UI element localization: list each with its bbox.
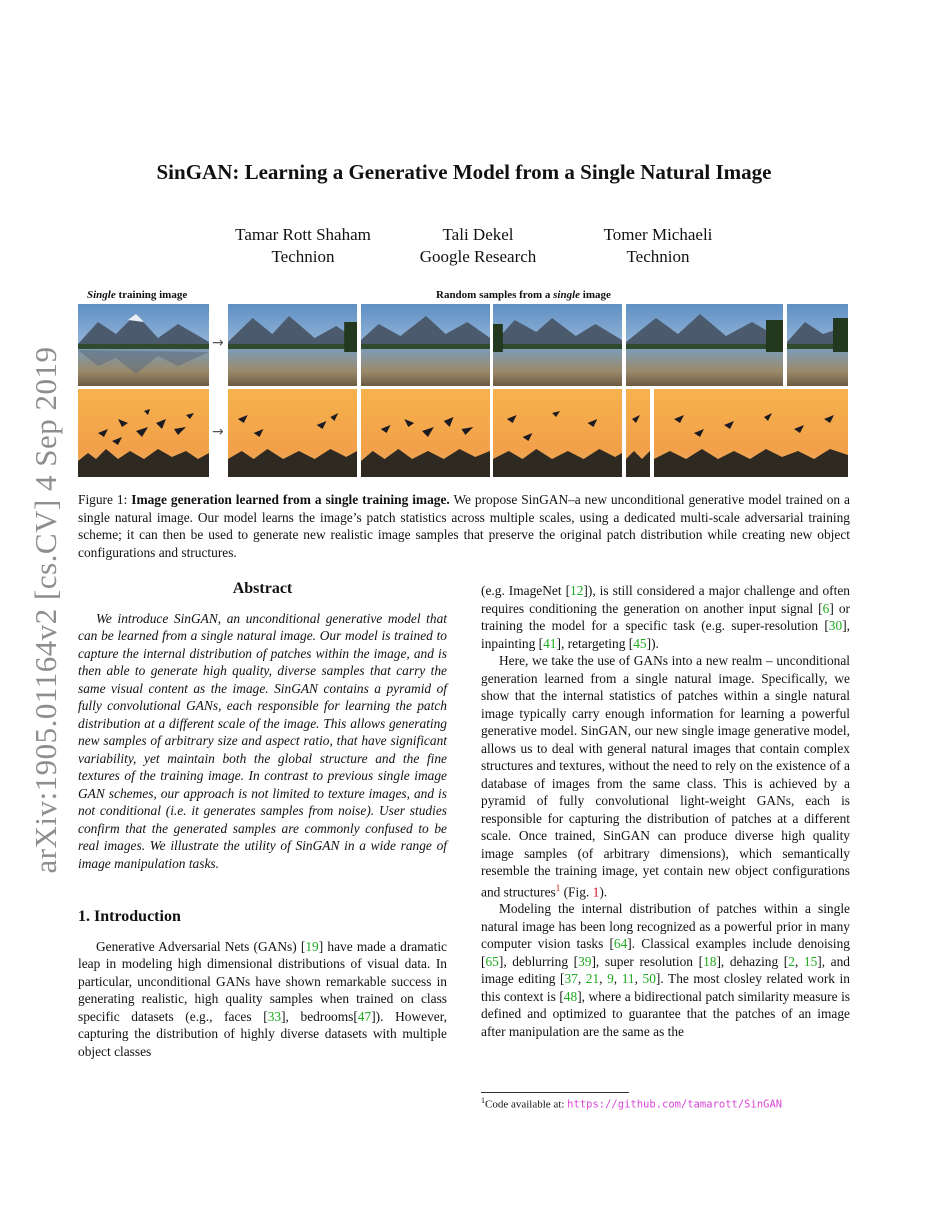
intro-paragraph: Generative Adversarial Nets (GANs) [19] have made a dramatic leap in modeling high dimensional distributions of visual data. In particular, unconditional GANs have shown remarkable success in generating realistic, high quality samples when trained on class specific datasets (e.g., faces [33], bedrooms[47]). However, capturing the distribution of highly diverse datasets with multiple object classes bbox=[78, 938, 447, 1059]
code-url-link[interactable]: https://github.com/tamarott/SinGAN bbox=[567, 1098, 783, 1111]
citation-link[interactable]: 6 bbox=[822, 600, 830, 616]
sample-mountain-1 bbox=[228, 304, 357, 386]
sample-mountain-5-narrow bbox=[787, 304, 848, 386]
author-name: Tamar Rott Shaham bbox=[235, 225, 371, 244]
figure-label-training: Single training image bbox=[87, 289, 188, 301]
citation-link[interactable]: 39 bbox=[578, 953, 592, 969]
citation-link[interactable]: 47 bbox=[357, 1008, 372, 1024]
intro-heading: 1. Introduction bbox=[78, 908, 181, 925]
sample-birds-4-narrow bbox=[626, 389, 650, 477]
citation-link[interactable]: 30 bbox=[828, 618, 843, 633]
citation-link[interactable]: 18 bbox=[703, 953, 717, 969]
arrow-icon: → bbox=[212, 335, 224, 351]
paper-title: SinGAN: Learning a Generative Model from a Single Natural Image bbox=[156, 160, 772, 184]
author-affiliation: Google Research bbox=[419, 247, 537, 266]
right-column bbox=[481, 582, 850, 1040]
arxiv-id-text: arXiv:1905.01164v2 [cs.CV] 4 Sep 2019 bbox=[28, 346, 63, 874]
author-name: Tomer Michaeli bbox=[603, 225, 713, 244]
citation-link[interactable]: 50 bbox=[642, 971, 656, 987]
author-affiliation: Technion bbox=[626, 247, 690, 266]
citation-link[interactable]: 33 bbox=[267, 1008, 282, 1024]
citation-link[interactable]: 21 bbox=[585, 971, 600, 987]
intro-paragraph-continued: (e.g. ImageNet [12]), is still considered a major challenge and often requires conditioning the generation on another input signal [6] or training the model for a specific task (e.g. super-resolution [30], inpainting [41], retargeting [45]). bbox=[481, 583, 850, 651]
figure-caption: Figure 1: Image generation learned from a single training image. We propose SinGAN–a new unconditional generative model trained on a single natural image. Our model learns the image’s patch statistics across multiple scales, using a dedicated multi-scale adversarial training scheme; it can then be used to generate new realistic image samples that preserve the original patch distribution while creating new object configurations and structures. bbox=[78, 492, 850, 560]
citation-link[interactable]: 15 bbox=[803, 953, 818, 969]
citation-link[interactable]: 37 bbox=[564, 971, 578, 987]
citation-link[interactable]: 19 bbox=[305, 938, 319, 954]
training-image-birds-sunset bbox=[78, 389, 209, 477]
sample-birds-5-wide bbox=[654, 389, 848, 477]
sample-birds-1 bbox=[228, 389, 357, 477]
arxiv-sidebar-stamp bbox=[22, 340, 70, 880]
figure-link[interactable]: 1 bbox=[592, 883, 600, 899]
intro-paragraph-3: Modeling the internal distribution of patches within a single natural image has been long recognized as a powerful prior in many computer vision tasks [64]. Classical examples include denoising [65], deblurring [39], super resolution [18], dehazing [2, 15], and image editing [37, 21, 9, 11, 50]. The most closley related work in this context is [48], where a bidirectional patch similarity measure is defined and optimized to guarantee that the patches of an image after manipulation are the same as the bbox=[481, 901, 851, 1039]
figure-label-samples: Random samples from a single image bbox=[436, 289, 611, 301]
footnote: $^1$Code available at: https://github.com/tamarott/SinGAN bbox=[481, 1096, 783, 1111]
intro-paragraph-2: Here, we take the use of GANs into a new realm – unconditional generation learned from a single natural image. Specifically, we show that the internal statistics of patches within a single natural image typically carry enough information for learning a powerful generative model. SinGAN, our new single image generative model, allows us to deal with general natural images that contain complex structures and textures, without the need to rely on the existence of a database of images from the same class. This is achieved by a pyramid of fully convolutional light-weight GANs, each is responsible for capturing the distribution of patches at a different scale. Once trained, SinGAN can produce diverse high quality image samples (of arbitrary dimensions), which semantically resemble the training image, yet contain new object configurations and structures$^1$ (Fig. 1). bbox=[481, 653, 850, 899]
abstract-heading: Abstract bbox=[232, 580, 293, 597]
citation-link[interactable]: 12 bbox=[570, 583, 584, 598]
footnote-marker[interactable]: 1 bbox=[555, 882, 561, 893]
sample-birds-2 bbox=[361, 389, 490, 477]
sample-birds-3 bbox=[493, 389, 622, 477]
citation-link[interactable]: 41 bbox=[543, 635, 557, 651]
citation-link[interactable]: 2 bbox=[788, 953, 795, 969]
citation-link[interactable]: 64 bbox=[613, 936, 628, 952]
training-image-mountain-lake bbox=[78, 304, 209, 386]
citation-link[interactable]: 48 bbox=[563, 988, 578, 1004]
arrow-icon: → bbox=[212, 424, 224, 440]
citation-link[interactable]: 65 bbox=[485, 953, 499, 969]
author-3 bbox=[548, 224, 768, 268]
author-affiliation: Technion bbox=[271, 247, 335, 266]
citation-link[interactable]: 9 bbox=[607, 971, 614, 987]
citation-link[interactable]: 11 bbox=[621, 971, 635, 987]
sample-mountain-2 bbox=[361, 304, 490, 386]
footnote-divider bbox=[481, 1092, 629, 1093]
author-name: Tali Dekel bbox=[442, 225, 514, 244]
citation-link[interactable]: 45 bbox=[633, 635, 647, 651]
abstract-text: We introduce SinGAN, an unconditional generative model that can be learned from a single natural image. Our model is trained to capture the internal distribution of patches within the image, and is then able to generate high quality, diverse samples that carry the same visual content as the image. SinGAN contains a pyramid of fully convolutional GANs, each responsible for learning the patch distribution at a different scale of the image. This allows generating new samples of arbitrary size and aspect ratio, that have significant variability, yet maintain both the global structure and the fine textures of the training image. In contrast to previous single image GAN schemes, our approach is not limited to texture images, and is not conditional (i.e. it generates samples from noise). User studies confirm that the generated samples are commonly confused to be real images. We illustrate the utility of SinGAN in a wide range of image manipulation tasks. bbox=[78, 610, 447, 871]
sample-mountain-3 bbox=[493, 304, 622, 386]
sample-mountain-4-wide bbox=[626, 304, 783, 386]
left-column bbox=[78, 580, 447, 1060]
